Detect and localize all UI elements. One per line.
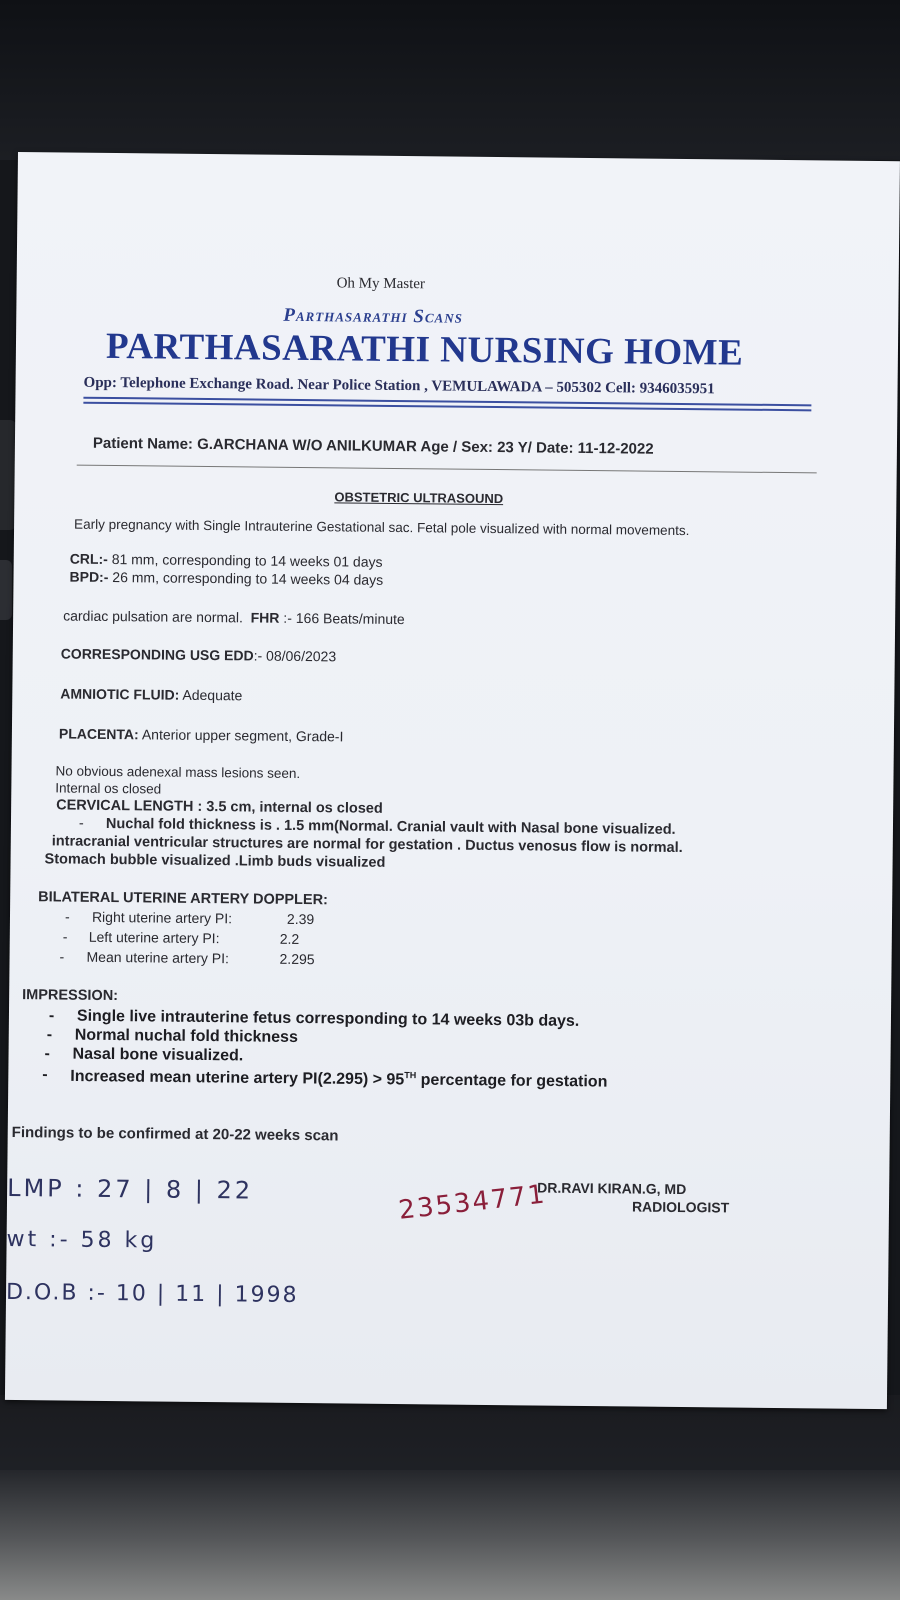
handwritten-weight: wt :- 58 kg bbox=[6, 1226, 158, 1254]
impression-title: IMPRESSION: bbox=[22, 987, 119, 1005]
cardiac-line bbox=[63, 607, 405, 627]
edd-value: :- 08/06/2023 bbox=[253, 647, 337, 665]
doppler-value: 2.2 bbox=[279, 930, 300, 947]
amniotic-value: Adequate bbox=[179, 686, 243, 704]
impression-dash: - bbox=[42, 1066, 48, 1084]
doctor-name: DR.RAVI KIRAN.G, MD bbox=[537, 1179, 687, 1198]
doppler-value: 2.295 bbox=[279, 950, 315, 968]
patient-divider bbox=[77, 465, 817, 474]
handwritten-lmp: LMP : 27 | 8 | 22 bbox=[7, 1173, 254, 1205]
doppler-dash: - bbox=[62, 928, 68, 945]
impression-item: Single live intrauterine fetus corresponding to 14 weeks 03b days. bbox=[76, 1007, 580, 1030]
doppler-value: 2.39 bbox=[286, 910, 315, 928]
nuchal-line-2: intracranial ventricular structures are normal for gestation . Ductus venosus flow is normal. bbox=[51, 833, 683, 856]
scans-name: Parthasarathi Scans bbox=[283, 304, 463, 328]
impression-dash: - bbox=[46, 1026, 53, 1044]
hospital-name: PARTHASARATHI NURSING HOME bbox=[105, 325, 744, 374]
placenta-line bbox=[59, 725, 344, 744]
crl-label: CRL:- bbox=[69, 550, 108, 567]
crl-value: 81 mm, corresponding to 14 weeks 01 days bbox=[107, 550, 383, 570]
placenta-label: PLACENTA: bbox=[58, 725, 139, 743]
doppler-title: BILATERAL UTERINE ARTERY DOPPLER: bbox=[38, 889, 329, 909]
edd-line bbox=[61, 645, 337, 664]
amniotic-label: AMNIOTIC FLUID: bbox=[60, 685, 180, 703]
fhr-label: FHR bbox=[250, 609, 280, 626]
bpd-value: 26 mm, corresponding to 14 weeks 04 days bbox=[108, 568, 384, 588]
cardiac-text: cardiac pulsation are normal. bbox=[63, 607, 243, 626]
nuchal-line-3: Stomach bubble visualized .Limb buds visualized bbox=[44, 851, 386, 871]
bpd-line bbox=[69, 569, 383, 588]
cervical-length: CERVICAL LENGTH : 3.5 cm, internal os closed bbox=[56, 797, 383, 817]
desk-surface bbox=[0, 1470, 900, 1600]
bpd-label: BPD:- bbox=[69, 568, 109, 585]
background-top bbox=[0, 0, 900, 160]
report-sheet bbox=[5, 152, 900, 1409]
hospital-address: Opp: Telephone Exchange Road. Near Police Station , VEMULAWADA – 505302 Cell: 9346035951 bbox=[83, 374, 715, 398]
doppler-dash: - bbox=[64, 908, 70, 925]
handwritten-dob: D.O.B :- 10 | 11 | 1998 bbox=[5, 1279, 299, 1309]
background-object bbox=[0, 560, 12, 620]
fhr-value: :- 166 Beats/minute bbox=[283, 609, 405, 628]
nuchal-line-1: Nuchal fold thickness is . 1.5 mm(Normal. Cranial vault with Nasal bone visualized. bbox=[105, 815, 676, 838]
doppler-label: Mean uterine artery PI: bbox=[86, 948, 230, 967]
edd-label: CORRESPONDING USG EDD bbox=[60, 645, 254, 664]
doctor-title: RADIOLOGIST bbox=[631, 1198, 730, 1216]
report-title: OBSTETRIC ULTRASOUND bbox=[334, 489, 504, 507]
amniotic-line bbox=[60, 685, 242, 703]
doppler-dash: - bbox=[59, 948, 65, 965]
impression-item: Nasal bone visualized. bbox=[72, 1045, 244, 1065]
patient-details: Patient Name: G.ARCHANA W/O ANILKUMAR Age / Sex: 23 Y/ Date: 11-12-2022 bbox=[92, 434, 654, 458]
impression-text: Increased mean uterine artery PI(2.295) > 95 bbox=[70, 1067, 405, 1089]
motto: Oh My Master bbox=[336, 275, 426, 293]
placenta-value: Anterior upper segment, Grade-I bbox=[138, 726, 344, 745]
impression-item bbox=[70, 1067, 607, 1092]
nuchal-dash: - bbox=[78, 815, 84, 832]
impression-item: Normal nuchal fold thickness bbox=[74, 1026, 298, 1046]
superscript: TH bbox=[404, 1070, 417, 1081]
impression-dash: - bbox=[48, 1007, 55, 1025]
intro-text: Early pregnancy with Single Intrauterine Gestational sac. Fetal pole visualized with normal movements. bbox=[74, 516, 690, 539]
adnexa-text: No obvious adenexal mass lesions seen. bbox=[55, 763, 301, 781]
crl-line bbox=[70, 551, 383, 570]
findings-note: Findings to be confirmed at 20-22 weeks scan bbox=[11, 1123, 339, 1145]
handwritten-number: 23534771 bbox=[397, 1179, 548, 1226]
internal-os-text: Internal os closed bbox=[55, 780, 162, 797]
impression-text-tail: percentage for gestation bbox=[416, 1071, 608, 1091]
impression-dash: - bbox=[44, 1045, 50, 1063]
doppler-label: Right uterine artery PI: bbox=[91, 908, 233, 927]
doppler-label: Left uterine artery PI: bbox=[88, 928, 220, 947]
